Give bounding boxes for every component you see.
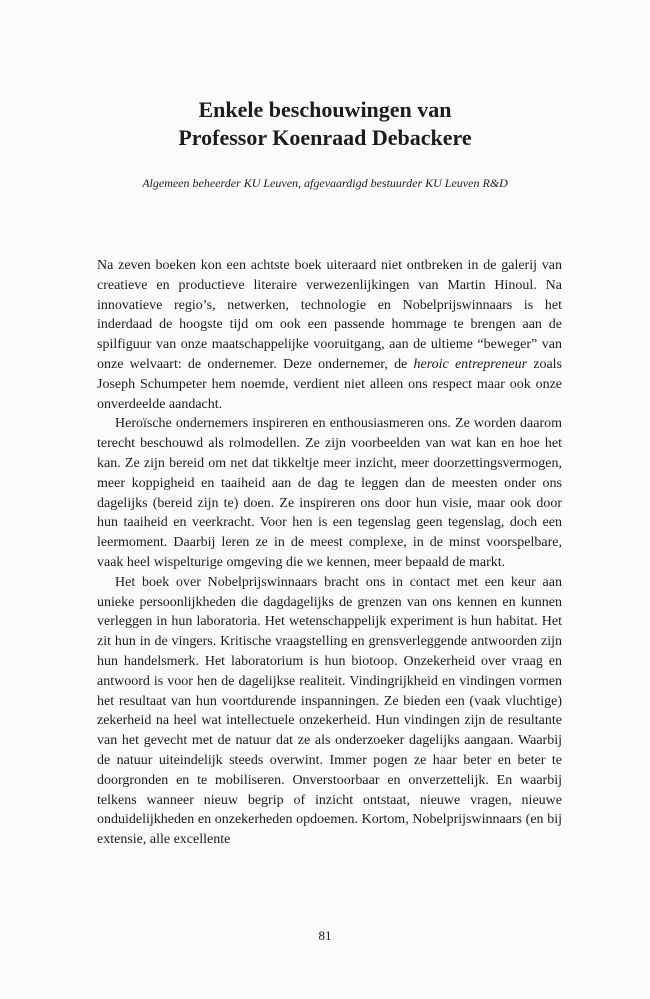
chapter-title (0, 96, 650, 152)
paragraph-1-emphasis: heroic entrepreneur (413, 356, 528, 372)
paragraph-2: Heroïsche ondernemers inspireren en enthousiasmeren ons. Ze worden daarom terecht beschouwd als rolmodellen. Ze zijn voorbeelden van wat kan en hoe het kan. Ze zijn bereid om net dat tikkeltje meer inzicht, meer doorzettingsvermogen, meer koppigheid en taaiheid aan de dag te leggen dan de meesten onder ons dagelijks (bereid zijn te) doen. Ze inspireren ons door hun visie, maar ook door hun taaiheid en veerkracht. Voor hen is een tegenslag geen tegenslag, doch een leermoment. Daarbij leren ze in de meest complexe, in de minst voorspelbare, vaak heel wispelturige omgeving die we kennen, meer bepaald de markt. (97, 416, 562, 570)
paragraph-3: Het boek over Nobelprijswinnaars bracht ons in contact met een keur aan unieke persoonlijkheden die dagdagelijks de grenzen van ons kennen en kunnen verleggen in hun laboratoria. Het wetenschappelijk experiment is hun habitat. Het zit hun in de vingers. Kritische vraagstelling en grensverleggende antwoorden zijn hun handelsmerk. Het laboratorium is hun biotoop. Onzekerheid over vraag en antwoord is voor hen de dagelijkse realiteit. Vindingrijkheid en vindingen vormen het resultaat van hun voortdurende inspanningen. Ze bieden een (vaak vluchtige) zekerheid na heel wat intellectuele onzekerheid. Hun vindingen zijn de resultante van het gevecht met de natuur dat ze als onderzoeker dagelijks aangaan. Waarbij de natuur uiteindelijk steeds overwint. Immer pogen ze haar beter en beter te doorgronden en te mobiliseren. Onverstoorbaar en onverzettelijk. En waarbij telkens wanneer nieuw begrip of inzicht ontstaat, nieuwe vragen, nieuwe onduidelijkheden en onzekerheden opdoemen. Kortom, Nobelprijswinnaars (en bij extensie, alle excellente (97, 574, 562, 848)
author-name: Koenraad Debackere (272, 125, 472, 150)
title-line-1: Enkele beschouwingen van (198, 97, 452, 122)
paragraph-1-part-a: Na zeven boeken kon een achtste boek uiteraard niet ontbreken in de galerij van creatieve en productieve literaire verwezenlijkingen van Martin Hinoul. Na innovatieve regio’s, netwerken, technologie en Nobelprijswinnaars is het inderdaad de hoogste tijd om ook een passende hommage te brengen aan de spilfiguur van onze maatschappelijke vooruitgang, aan de ultieme “beweger” van onze welvaart: de ondernemer. Deze ondernemer, de (97, 258, 562, 372)
author-affiliation: Algemeen beheerder KU Leuven, afgevaardigd bestuurder KU Leuven R&D (142, 176, 508, 190)
paragraph-1-part-b: zoals Joseph Schumpeter hem noemde, verdient niet alleen ons respect maar ook onze onverdeelde aandacht. (97, 356, 563, 412)
page-number: 81 (318, 928, 332, 943)
title-prefix: Professor (178, 125, 267, 150)
body-text (97, 256, 562, 850)
paragraph-1 (97, 256, 562, 414)
